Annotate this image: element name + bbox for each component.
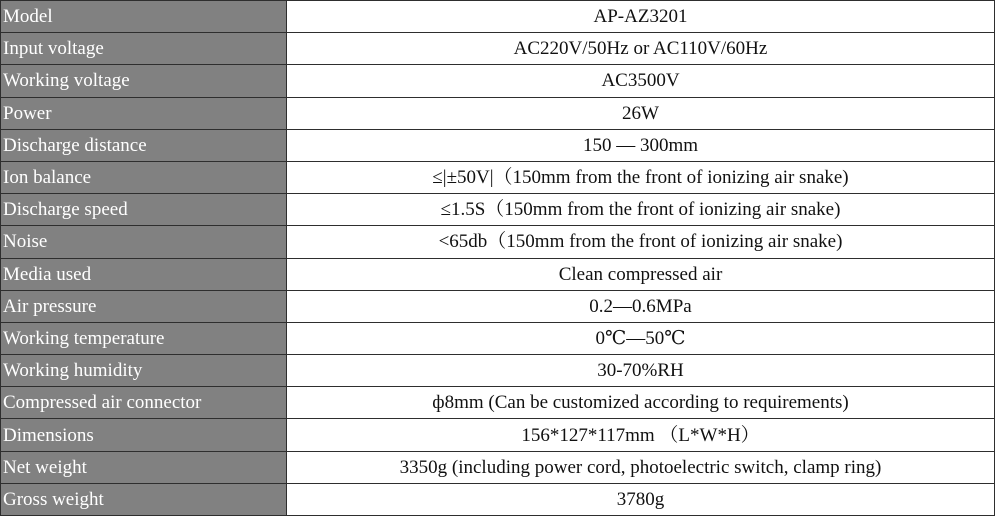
table-row xyxy=(1,419,995,451)
row-label: Discharge distance xyxy=(1,129,287,161)
row-label: Power xyxy=(1,97,287,129)
row-label: Gross weight xyxy=(1,483,287,515)
table-row xyxy=(1,451,995,483)
row-label: Input voltage xyxy=(1,33,287,65)
spec-table-body xyxy=(1,1,995,516)
row-label: Net weight xyxy=(1,451,287,483)
table-row xyxy=(1,483,995,515)
row-label: Air pressure xyxy=(1,290,287,322)
row-value: 0℃—50℃ xyxy=(287,322,995,354)
row-label: Ion balance xyxy=(1,161,287,193)
row-value: <65db（150mm from the front of ionizing air snake) xyxy=(287,226,995,258)
row-label: Media used xyxy=(1,258,287,290)
row-value: 3350g (including power cord, photoelectric switch, clamp ring) xyxy=(287,451,995,483)
row-value: 150 — 300mm xyxy=(287,129,995,161)
row-label: Working humidity xyxy=(1,355,287,387)
row-value: 26W xyxy=(287,97,995,129)
table-row xyxy=(1,65,995,97)
row-value: AP-AZ3201 xyxy=(287,1,995,33)
row-label: Compressed air connector xyxy=(1,387,287,419)
table-row xyxy=(1,129,995,161)
row-value: AC220V/50Hz or AC110V/60Hz xyxy=(287,33,995,65)
row-label: Discharge speed xyxy=(1,194,287,226)
table-row xyxy=(1,97,995,129)
row-value: 3780g xyxy=(287,483,995,515)
row-label: Model xyxy=(1,1,287,33)
row-label: Working temperature xyxy=(1,322,287,354)
table-row xyxy=(1,322,995,354)
table-row xyxy=(1,258,995,290)
table-row xyxy=(1,194,995,226)
table-row xyxy=(1,355,995,387)
table-row xyxy=(1,290,995,322)
table-row xyxy=(1,387,995,419)
table-row xyxy=(1,161,995,193)
row-value: 0.2—0.6MPa xyxy=(287,290,995,322)
table-row xyxy=(1,33,995,65)
row-label: Noise xyxy=(1,226,287,258)
row-value: ф8mm (Can be customized according to requirements) xyxy=(287,387,995,419)
row-value: 156*127*117mm （L*W*H） xyxy=(287,419,995,451)
row-value: ≤|±50V|（150mm from the front of ionizing air snake) xyxy=(287,161,995,193)
table-row xyxy=(1,226,995,258)
row-label: Dimensions xyxy=(1,419,287,451)
row-value: 30-70%RH xyxy=(287,355,995,387)
row-value: Clean compressed air xyxy=(287,258,995,290)
table-row xyxy=(1,1,995,33)
row-value: ≤1.5S（150mm from the front of ionizing air snake) xyxy=(287,194,995,226)
row-label: Working voltage xyxy=(1,65,287,97)
row-value: AC3500V xyxy=(287,65,995,97)
